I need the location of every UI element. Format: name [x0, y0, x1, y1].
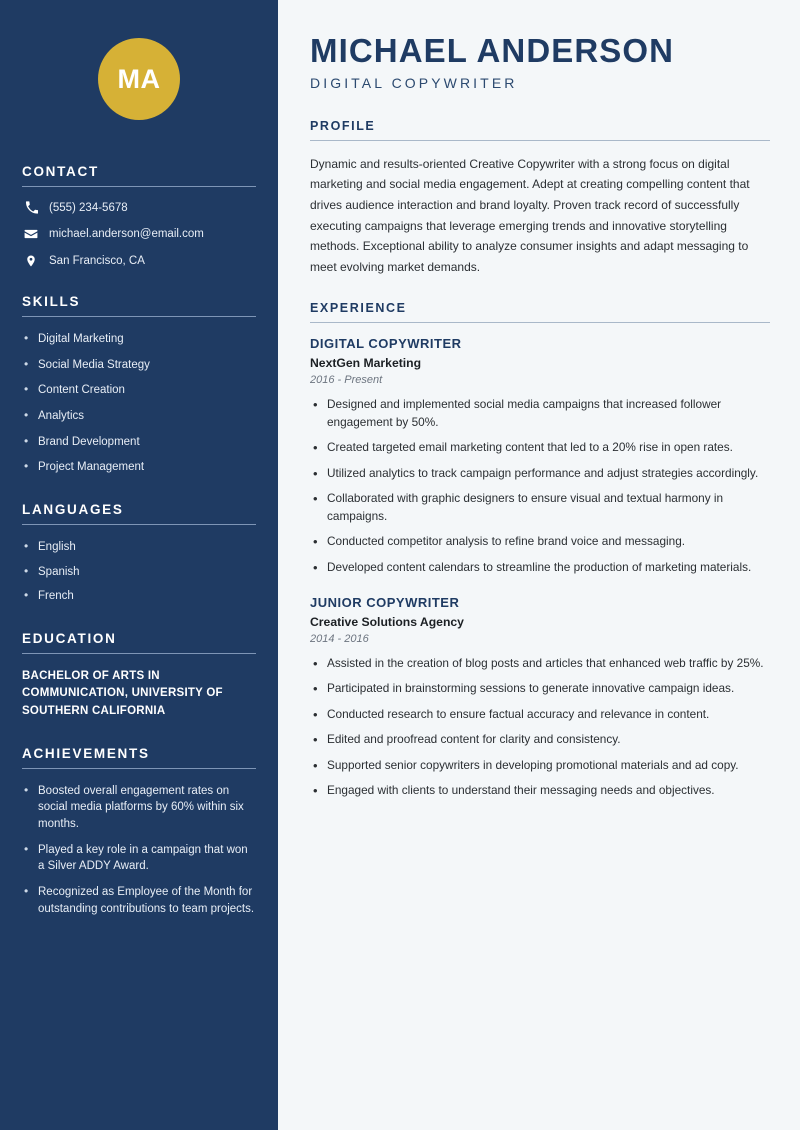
list-item: • Project Management — [22, 459, 256, 476]
contact-list — [22, 201, 256, 268]
sidebar-section-education — [22, 631, 256, 720]
contact-item-phone[interactable] — [22, 201, 256, 214]
list-item: • Designed and implemented social media campaigns that increased follower engagement by 50%. — [310, 396, 770, 431]
contact-item-email[interactable] — [22, 227, 256, 241]
list-item: • Boosted overall engagement rates on social media platforms by 60% within six months. — [22, 783, 256, 833]
contact-phone-value: (555) 234-5678 — [49, 201, 128, 214]
sidebar-section-achievements — [22, 746, 256, 918]
list-item: • Developed content calendars to streamline the production of marketing materials. — [310, 559, 770, 576]
list-item: • Recognized as Employee of the Month for outstanding contributions to team projects. — [22, 884, 256, 917]
list-item: • Social Media Strategy — [22, 357, 256, 374]
list-item: • Collaborated with graphic designers to ensure visual and textual harmony in campaigns. — [310, 490, 770, 525]
languages-heading-rule — [22, 524, 256, 525]
experience-dates: 2016 - Present — [310, 374, 383, 387]
profile-heading: PROFILE — [310, 118, 376, 133]
list-item: • Conducted competitor analysis to refine brand voice and messaging. — [310, 533, 770, 550]
list-item: • Assisted in the creation of blog posts and articles that enhanced web traffic by 25%. — [310, 655, 770, 672]
header-subtitle: DIGITAL COPYWRITER — [310, 74, 518, 91]
skills-list — [22, 331, 256, 476]
phone-icon — [22, 201, 40, 214]
main-content — [278, 0, 800, 1130]
list-item: • Edited and proofread content for clarity and consistency. — [310, 731, 770, 748]
list-item: • Conducted research to ensure factual accuracy and relevance in content. — [310, 706, 770, 723]
avatar-container — [0, 0, 278, 164]
experience-company: Creative Solutions Agency — [310, 615, 464, 630]
education-entry: BACHELOR OF ARTS IN COMMUNICATION, UNIVERSITY OF SOUTHERN CALIFORNIA — [22, 670, 223, 717]
list-item: • English — [22, 539, 256, 556]
section-experience — [310, 301, 770, 799]
list-item: • Played a key role in a campaign that won a Silver ADDY Award. — [22, 842, 256, 875]
sidebar-section-skills — [22, 294, 256, 476]
experience-role: DIGITAL COPYWRITER — [310, 336, 462, 352]
experience-heading-rule — [310, 322, 770, 323]
list-item: • Participated in brainstorming sessions to generate innovative campaign ideas. — [310, 680, 770, 697]
section-profile — [310, 119, 770, 278]
envelope-icon — [22, 227, 40, 241]
contact-heading: CONTACT — [22, 164, 99, 179]
profile-heading-rule — [310, 140, 770, 141]
list-item: • Content Creation — [22, 382, 256, 399]
list-item: • Brand Development — [22, 434, 256, 451]
achievements-heading: ACHIEVEMENTS — [22, 745, 150, 761]
experience-entry — [310, 595, 770, 800]
languages-list — [22, 539, 256, 605]
achievements-list — [22, 783, 256, 918]
education-heading-rule — [22, 653, 256, 654]
list-item: • Supported senior copywriters in developing promotional materials and ad copy. — [310, 757, 770, 774]
sidebar-section-languages — [22, 502, 256, 605]
languages-heading: LANGUAGES — [22, 502, 124, 518]
experience-role: JUNIOR COPYWRITER — [310, 595, 460, 611]
achievements-heading-rule — [22, 768, 256, 769]
list-item: • French — [22, 588, 256, 605]
contact-email-value: michael.anderson@email.com — [49, 228, 204, 240]
list-item: • Utilized analytics to track campaign performance and adjust strategies accordingly. — [310, 465, 770, 482]
list-item: • Spanish — [22, 564, 256, 581]
skills-heading-rule — [22, 316, 256, 317]
list-item: • Analytics — [22, 408, 256, 425]
list-item: • Engaged with clients to understand their messaging needs and objectives. — [310, 782, 770, 799]
experience-bullet-list — [310, 655, 770, 800]
sidebar-section-contact — [22, 164, 256, 268]
experience-dates: 2014 - 2016 — [310, 633, 369, 646]
experience-entry — [310, 336, 770, 576]
list-item: • Created targeted email marketing content that led to a 20% rise in open rates. — [310, 439, 770, 456]
sidebar — [0, 0, 278, 1130]
experience-heading: EXPERIENCE — [310, 301, 407, 316]
contact-heading-rule — [22, 186, 256, 187]
experience-company: NextGen Marketing — [310, 356, 422, 371]
skills-heading: SKILLS — [22, 294, 81, 309]
avatar: MA — [98, 38, 180, 120]
experience-bullet-list — [310, 396, 770, 576]
list-item: • Digital Marketing — [22, 331, 256, 348]
contact-item-location[interactable] — [22, 254, 256, 268]
map-pin-icon — [22, 254, 40, 268]
education-heading: EDUCATION — [22, 631, 117, 647]
contact-location-value: San Francisco, CA — [49, 255, 145, 267]
page-title: MICHAEL ANDERSON — [310, 32, 675, 69]
profile-text: Dynamic and results-oriented Creative Copywriter with a strong focus on digital marketing and social media engagement. Adept at creating compelling content that drives audience interaction and brand loyalty. Proven track record of successfully executing campaigns that leverage emerging trends and innovative storytelling methods. Exceptional ability to analyze consumer insights and adapt messaging to meet evolving market demands. — [310, 156, 750, 274]
